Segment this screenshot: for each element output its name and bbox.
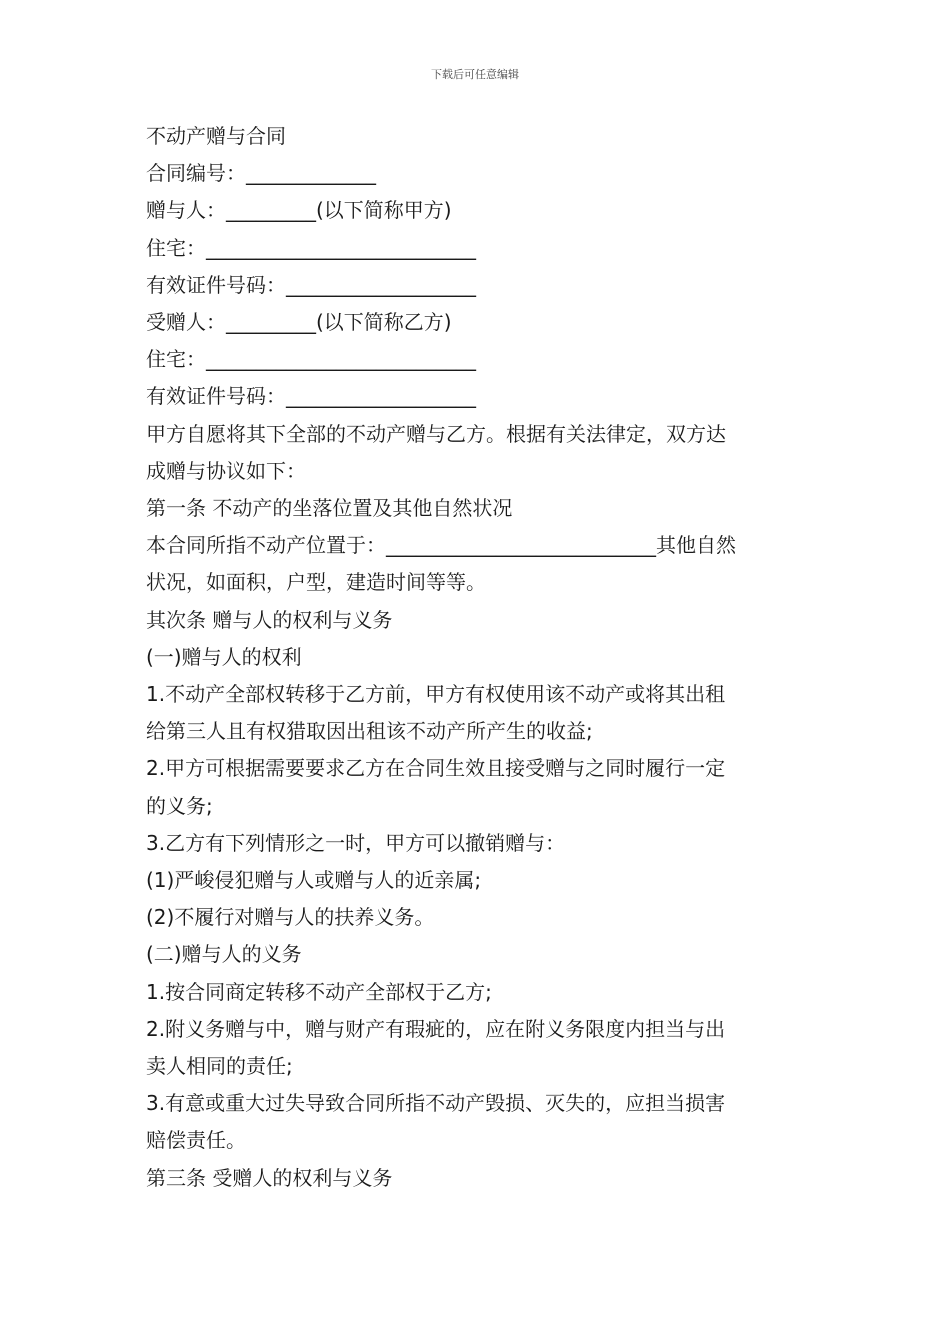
donor-address-field: 住宅：___________________________ <box>146 235 476 260</box>
list-item-line: 3.乙方有下列情形之一时，甲方可以撤销赠与： <box>146 830 566 855</box>
donee-address-field: 住宅：___________________________ <box>146 347 476 372</box>
paragraph-line: 本合同所指不动产位置于：___________________________其他自然 <box>146 533 736 558</box>
sub-list-item: (2)不履行对赠与人的扶养义务。 <box>146 905 435 930</box>
paragraph-line: 状况，如面积，户型，建造时间等等。 <box>146 570 486 595</box>
article-heading: 第一条 不动产的坐落位置及其他自然状况 <box>146 496 513 521</box>
contract-title: 不动产赠与合同 <box>146 124 286 148</box>
list-item-line: 2.附义务赠与中，赠与财产有瑕疵的，应在附义务限度内担当与出 <box>146 1016 726 1041</box>
donee-name-field: 受赠人：_________(以下简称乙方) <box>146 310 452 335</box>
article-heading: 第三条 受赠人的权利与义务 <box>146 1165 393 1190</box>
list-item-line: 1.按合同商定转移不动产全部权于乙方; <box>146 979 492 1004</box>
list-item-line: 给第三人且有权猎取因出租该不动产所产生的收益; <box>146 719 593 744</box>
page-header: 下载后可任意编辑 <box>431 68 519 81</box>
list-item-line: 赔偿责任。 <box>146 1128 246 1153</box>
section-heading: (二)赠与人的义务 <box>146 942 302 967</box>
article-heading: 其次条 赠与人的权利与义务 <box>146 607 393 632</box>
paragraph-line: 甲方自愿将其下全部的不动产赠与乙方。根据有关法律定，双方达 <box>146 421 726 446</box>
list-item-line: 卖人相同的责任; <box>146 1054 293 1079</box>
contract-number-field: 合同编号：_____________ <box>146 161 376 186</box>
list-item-line: 的义务; <box>146 793 213 818</box>
donor-id-field: 有效证件号码：___________________ <box>146 272 476 297</box>
donee-id-field: 有效证件号码：___________________ <box>146 384 476 409</box>
section-heading: (一)赠与人的权利 <box>146 644 302 669</box>
paragraph-line: 成赠与协议如下： <box>146 458 306 483</box>
document-body <box>146 118 814 1197</box>
list-item-line: 1.不动产全部权转移于乙方前，甲方有权使用该不动产或将其出租 <box>146 682 726 707</box>
list-item-line: 2.甲方可根据需要要求乙方在合同生效且接受赠与之同时履行一定 <box>146 756 726 781</box>
donor-name-field: 赠与人：_________(以下简称甲方) <box>146 198 452 223</box>
sub-list-item: (1)严峻侵犯赠与人或赠与人的近亲属; <box>146 868 482 893</box>
list-item-line: 3.有意或重大过失导致合同所指不动产毁损、灭失的，应担当损害 <box>146 1091 726 1116</box>
